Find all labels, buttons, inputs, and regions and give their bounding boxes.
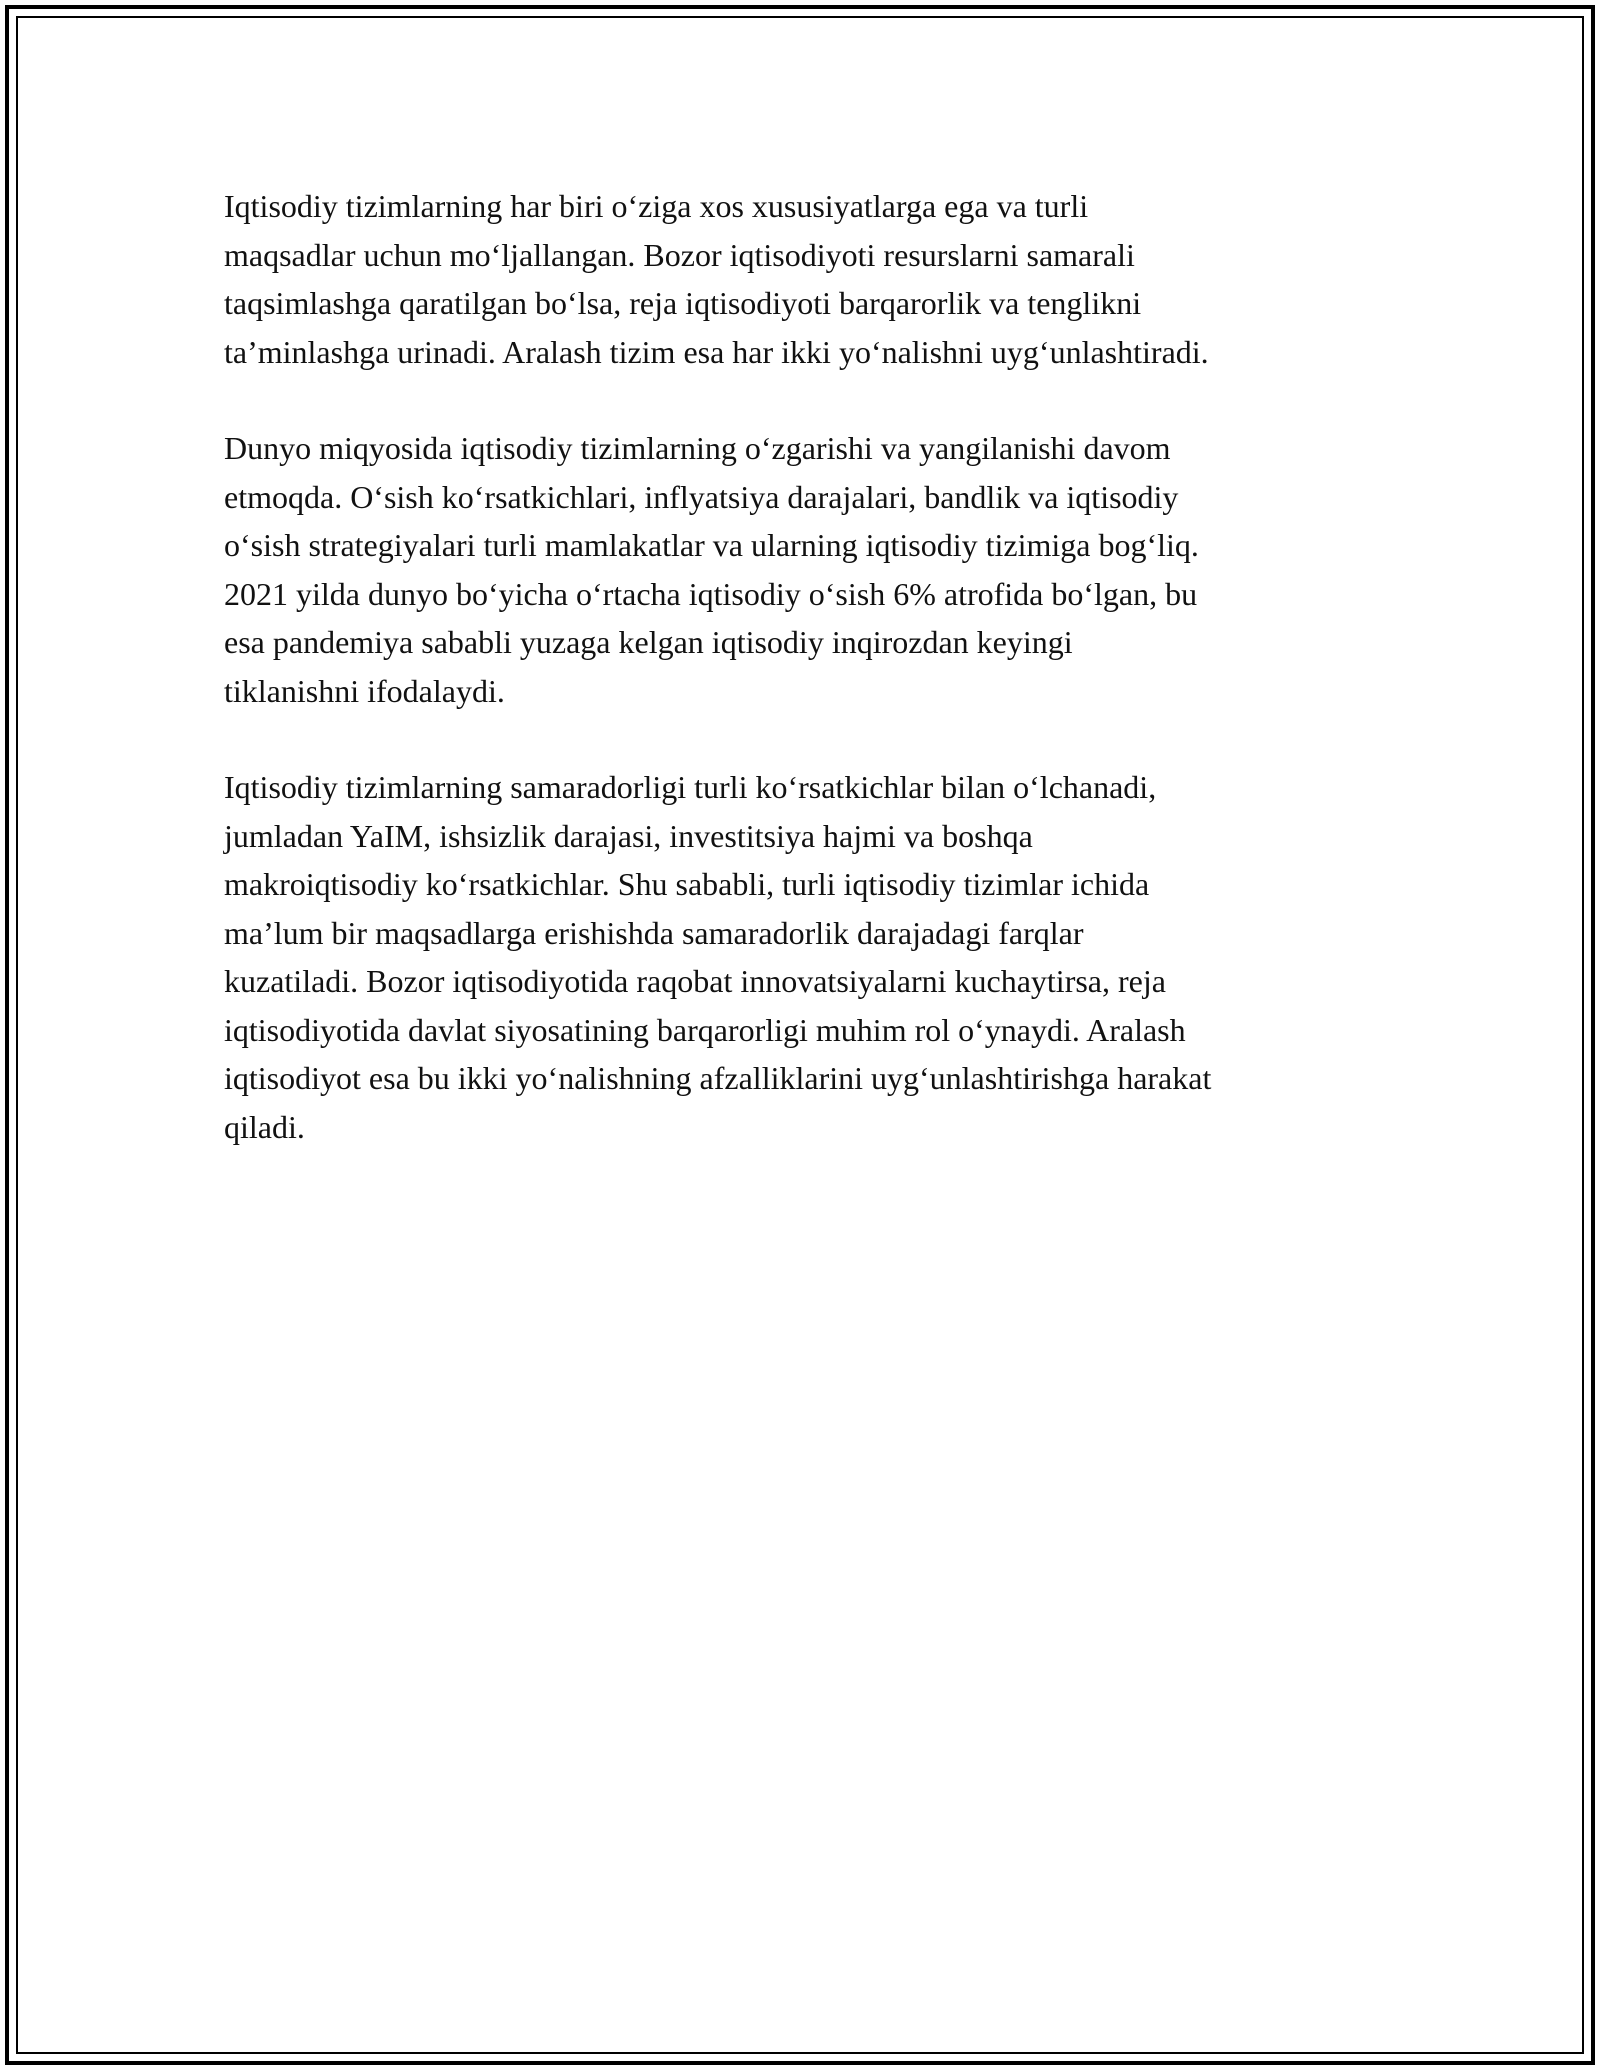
paragraph: Iqtisodiy tizimlarning samaradorligi turli ko‘rsatkichlar bilan o‘lchanadi, jumladan YaIM, ishsizlik darajasi, investitsiya hajmi va boshqa makroiqtisodiy ko‘rsatkichlar. Shu sababli, turli iqtisodiy tizimlar ichida ma’lum bir maqsadlarga erishishda samaradorlik darajadagi farqlar kuzatiladi. Bozor iqtisodiyotida raqobat innovatsiyalarni kuchaytirsa, reja iqtisodiyotida davlat siyosatining barqarorligi muhim rol o‘ynaydi. Aralash iqtisodiyot esa bu ikki yo‘nalishning afzalliklarini uyg‘unlashtirishga harakat qiladi.: [224, 769, 1212, 1145]
paragraph: Dunyo miqyosida iqtisodiy tizimlarning o‘zgarishi va yangilanishi davom etmoqda. O‘sish ko‘rsatkichlari, inflyatsiya darajalari, bandlik va iqtisodiy o‘sish strategiyalari turli mamlakatlar va ularning iqtisodiy tizimiga bog‘liq. 2021 yilda dunyo bo‘yicha o‘rtacha iqtisodiy o‘sish 6% atrofida bo‘lgan, bu esa pandemiya sababli yuzaga kelgan iqtisodiy inqirozdan keyingi tiklanishni ifodalaydi.: [224, 430, 1199, 709]
paragraph: Iqtisodiy tizimlarning har biri o‘ziga xos xususiyatlarga ega va turli maqsadlar uchun mo‘ljallangan. Bozor iqtisodiyoti resurslarni samarali taqsimlashga qaratilgan bo‘lsa, reja iqtisodiyoti barqarorlik va tenglikni ta’minlashga urinadi. Aralash tizim esa har ikki yo‘nalishni uyg‘unlashtiradi.: [224, 188, 1209, 370]
document-body: [224, 182, 1384, 1199]
